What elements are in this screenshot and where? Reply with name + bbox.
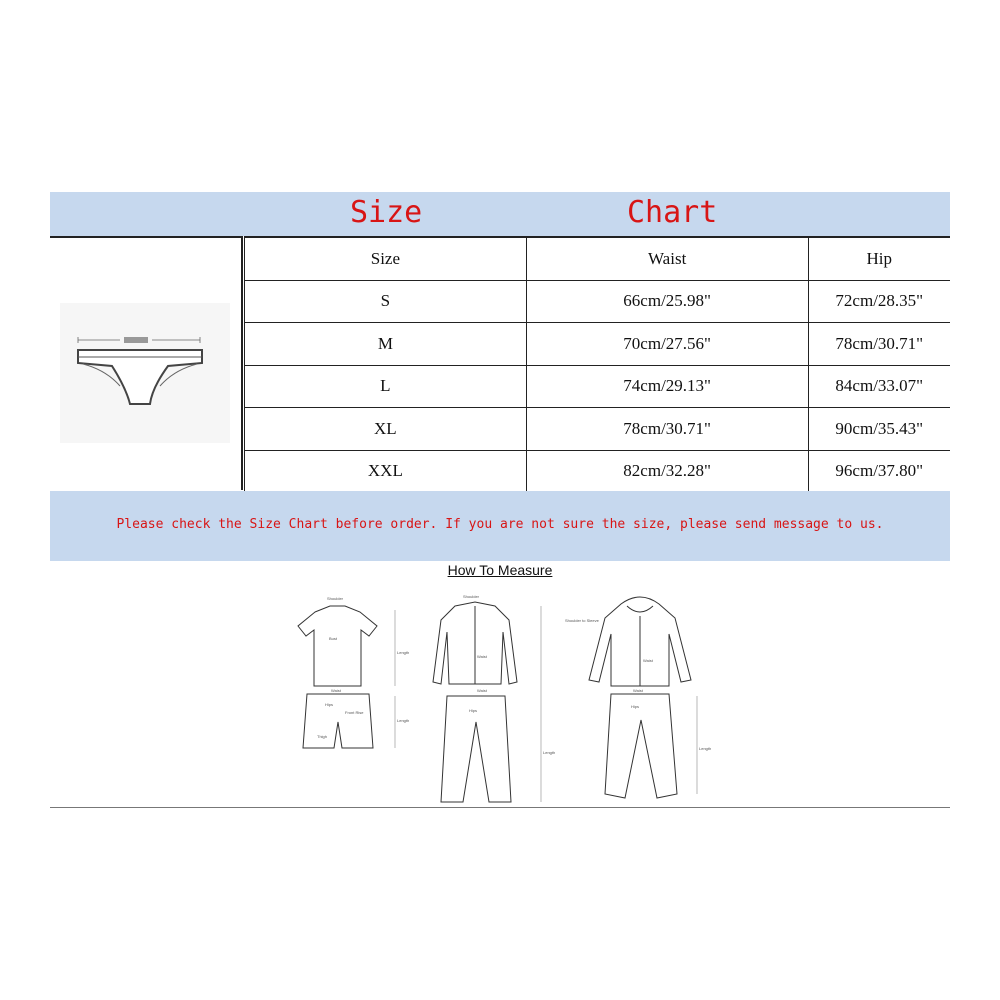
cell-waist: 66cm/25.98" — [526, 280, 808, 323]
label-waist-5: Waist — [633, 688, 643, 693]
table-row — [245, 280, 951, 323]
table-row — [245, 450, 951, 493]
shorts-icon — [303, 694, 373, 748]
header-hip: Hip — [808, 237, 950, 280]
how-to-measure — [265, 562, 735, 807]
table-row — [245, 365, 951, 408]
label-waist-3: Waist — [477, 688, 487, 693]
label-thigh: Thigh — [317, 734, 328, 739]
header-size: Size — [245, 237, 527, 280]
product-cell — [50, 236, 243, 490]
title-band — [50, 192, 950, 236]
label-hips-3: Hips — [631, 704, 640, 709]
cell-waist: 74cm/29.13" — [526, 365, 808, 408]
table-header-row — [245, 237, 951, 280]
notice-text: Please check the Size Chart before order. If you are not sure the size, please send message to us. — [116, 517, 884, 532]
table-row — [245, 408, 951, 451]
bottom-divider — [50, 807, 950, 808]
measure-title: How To Measure — [447, 562, 553, 578]
label-shoulder-1: Shoulder — [327, 596, 344, 601]
label-length-2: Length — [397, 718, 410, 723]
label-bust-1: Bust — [329, 636, 338, 641]
cell-hip: 96cm/37.80" — [808, 450, 950, 493]
cell-waist: 82cm/32.28" — [526, 450, 808, 493]
cell-hip: 90cm/35.43" — [808, 408, 950, 451]
joggers-icon — [605, 694, 677, 798]
label-hips-1: Hips — [325, 702, 334, 707]
tshirt-icon — [298, 606, 377, 686]
cell-hip: 72cm/28.35" — [808, 280, 950, 323]
label-hips-2: Hips — [469, 708, 478, 713]
label-waist-4: Waist — [643, 658, 653, 663]
cell-size: L — [245, 365, 527, 408]
cell-waist: 70cm/27.56" — [526, 323, 808, 366]
cell-hip: 84cm/33.07" — [808, 365, 950, 408]
cell-size: XXL — [245, 450, 527, 493]
briefs-diagram-icon — [50, 238, 240, 488]
label-waist-1: Waist — [331, 688, 341, 693]
size-table — [244, 236, 950, 493]
label-length-4: Length — [699, 746, 712, 751]
label-length-3: Length — [543, 750, 556, 755]
cell-size: M — [245, 323, 527, 366]
label-length-1: Length — [397, 650, 410, 655]
title-size: Size — [350, 195, 423, 230]
label-waist-2: Waist — [477, 654, 487, 659]
garment-measure-diagram — [265, 562, 735, 807]
cell-size: XL — [245, 408, 527, 451]
label-shoulder-2: Shoulder — [463, 594, 480, 599]
table-row — [245, 323, 951, 366]
label-front-rise: Front Rise — [345, 710, 364, 715]
cell-waist: 78cm/30.71" — [526, 408, 808, 451]
cell-hip: 78cm/30.71" — [808, 323, 950, 366]
cell-size: S — [245, 280, 527, 323]
header-waist: Waist — [526, 237, 808, 280]
title-chart: Chart — [627, 195, 718, 230]
label-shoulder-to-sleeve: Shoulder to Sleeve — [565, 618, 599, 623]
